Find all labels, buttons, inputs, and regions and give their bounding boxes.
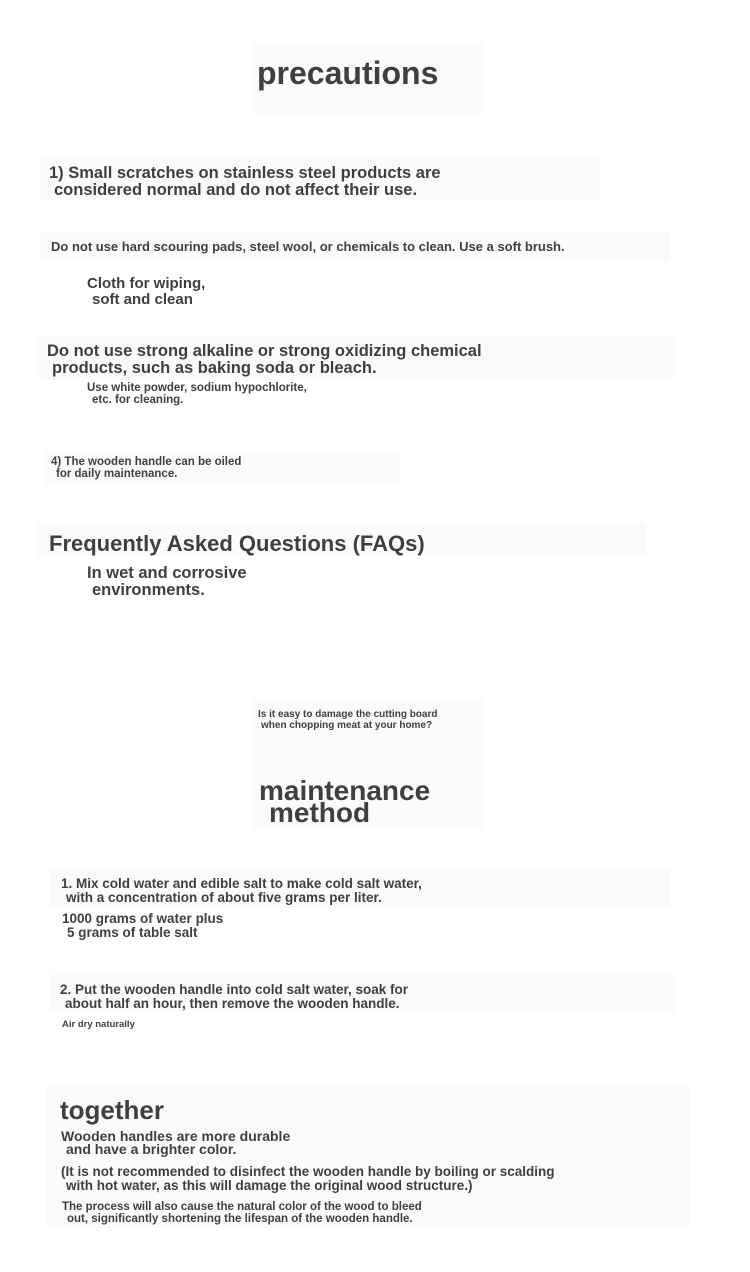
maintenance-step-2 <box>60 983 408 1010</box>
faq-question-line1: Is it easy to damage the cutting board <box>258 709 438 720</box>
together-warning-line1: (It is not recommended to disinfect the wooden handle by boiling or scalding <box>61 1164 555 1179</box>
together-bleed-line2: out, significantly shortening the lifespan of the wooden handle. <box>67 1212 413 1225</box>
maintenance-step-1 <box>61 877 422 904</box>
wet-environments-line2: environments. <box>92 580 205 599</box>
precaution-item-3-line1: Do not use strong alkaline or strong oxidizing chemical <box>47 342 482 360</box>
maintenance-step-1-line1: 1. Mix cold water and edible salt to make cold salt water, <box>61 876 422 891</box>
cloth-note <box>87 276 205 308</box>
together-warning-line2: with hot water, as this will damage the original wood structure.) <box>66 1177 473 1193</box>
maintenance-step-2-line1: 2. Put the wooden handle into cold salt water, soak for <box>60 982 409 997</box>
precautions-title: precautions <box>257 55 439 91</box>
precaution-item-1-line1: 1) Small scratches on stainless steel products are <box>49 164 441 182</box>
faq-question <box>258 710 437 731</box>
maintenance-title-line1: maintenance <box>259 775 431 806</box>
faq-question-line2: when chopping meat at your home? <box>261 719 433 731</box>
precaution-item-2: Do not use hard scouring pads, steel wool, or chemicals to clean. Use a soft brush. <box>51 239 565 254</box>
faq-title: Frequently Asked Questions (FAQs) <box>49 531 425 556</box>
white-powder-note-line2: etc. for cleaning. <box>92 394 184 407</box>
maintenance-step-1-line2: with a concentration of about five grams per liter. <box>66 889 382 905</box>
precaution-item-4-line2: for daily maintenance. <box>56 468 178 481</box>
white-powder-note <box>87 382 307 406</box>
white-powder-note-line1: Use white powder, sodium hypochlorite, <box>87 382 307 394</box>
maintenance-step-2-line2: about half an hour, then remove the wooden handle. <box>65 995 400 1011</box>
precaution-item-3-line2: products, such as baking soda or bleach. <box>52 359 377 378</box>
together-warning <box>61 1165 555 1192</box>
precaution-item-4 <box>51 456 241 480</box>
together-bleed <box>62 1202 422 1225</box>
precaution-item-1 <box>49 165 441 200</box>
precaution-item-1-line2: considered normal and do not affect their use. <box>54 181 418 200</box>
cloth-note-line2: soft and clean <box>92 290 193 308</box>
wet-environments-line1: In wet and corrosive <box>87 564 247 582</box>
salt-ratio-line1: 1000 grams of water plus <box>62 911 224 926</box>
together-title: together <box>60 1095 164 1125</box>
maintenance-title <box>259 775 431 829</box>
together-benefit-line1: Wooden handles are more durable <box>61 1128 291 1144</box>
maintenance-title-line2: method <box>269 797 371 829</box>
together-benefit <box>61 1130 290 1157</box>
salt-ratio-line2: 5 grams of table salt <box>67 924 198 940</box>
precaution-item-4-line1: 4) The wooden handle can be oiled <box>51 456 242 468</box>
precaution-item-3 <box>47 343 482 378</box>
wet-environments-note <box>87 565 247 598</box>
salt-ratio-note <box>62 912 223 939</box>
cloth-note-line1: Cloth for wiping, <box>87 275 206 292</box>
together-bleed-line1: The process will also cause the natural color of the wood to bleed <box>62 1201 422 1213</box>
air-dry-note: Air dry naturally <box>62 1019 135 1030</box>
together-benefit-line2: and have a brighter color. <box>66 1141 237 1158</box>
